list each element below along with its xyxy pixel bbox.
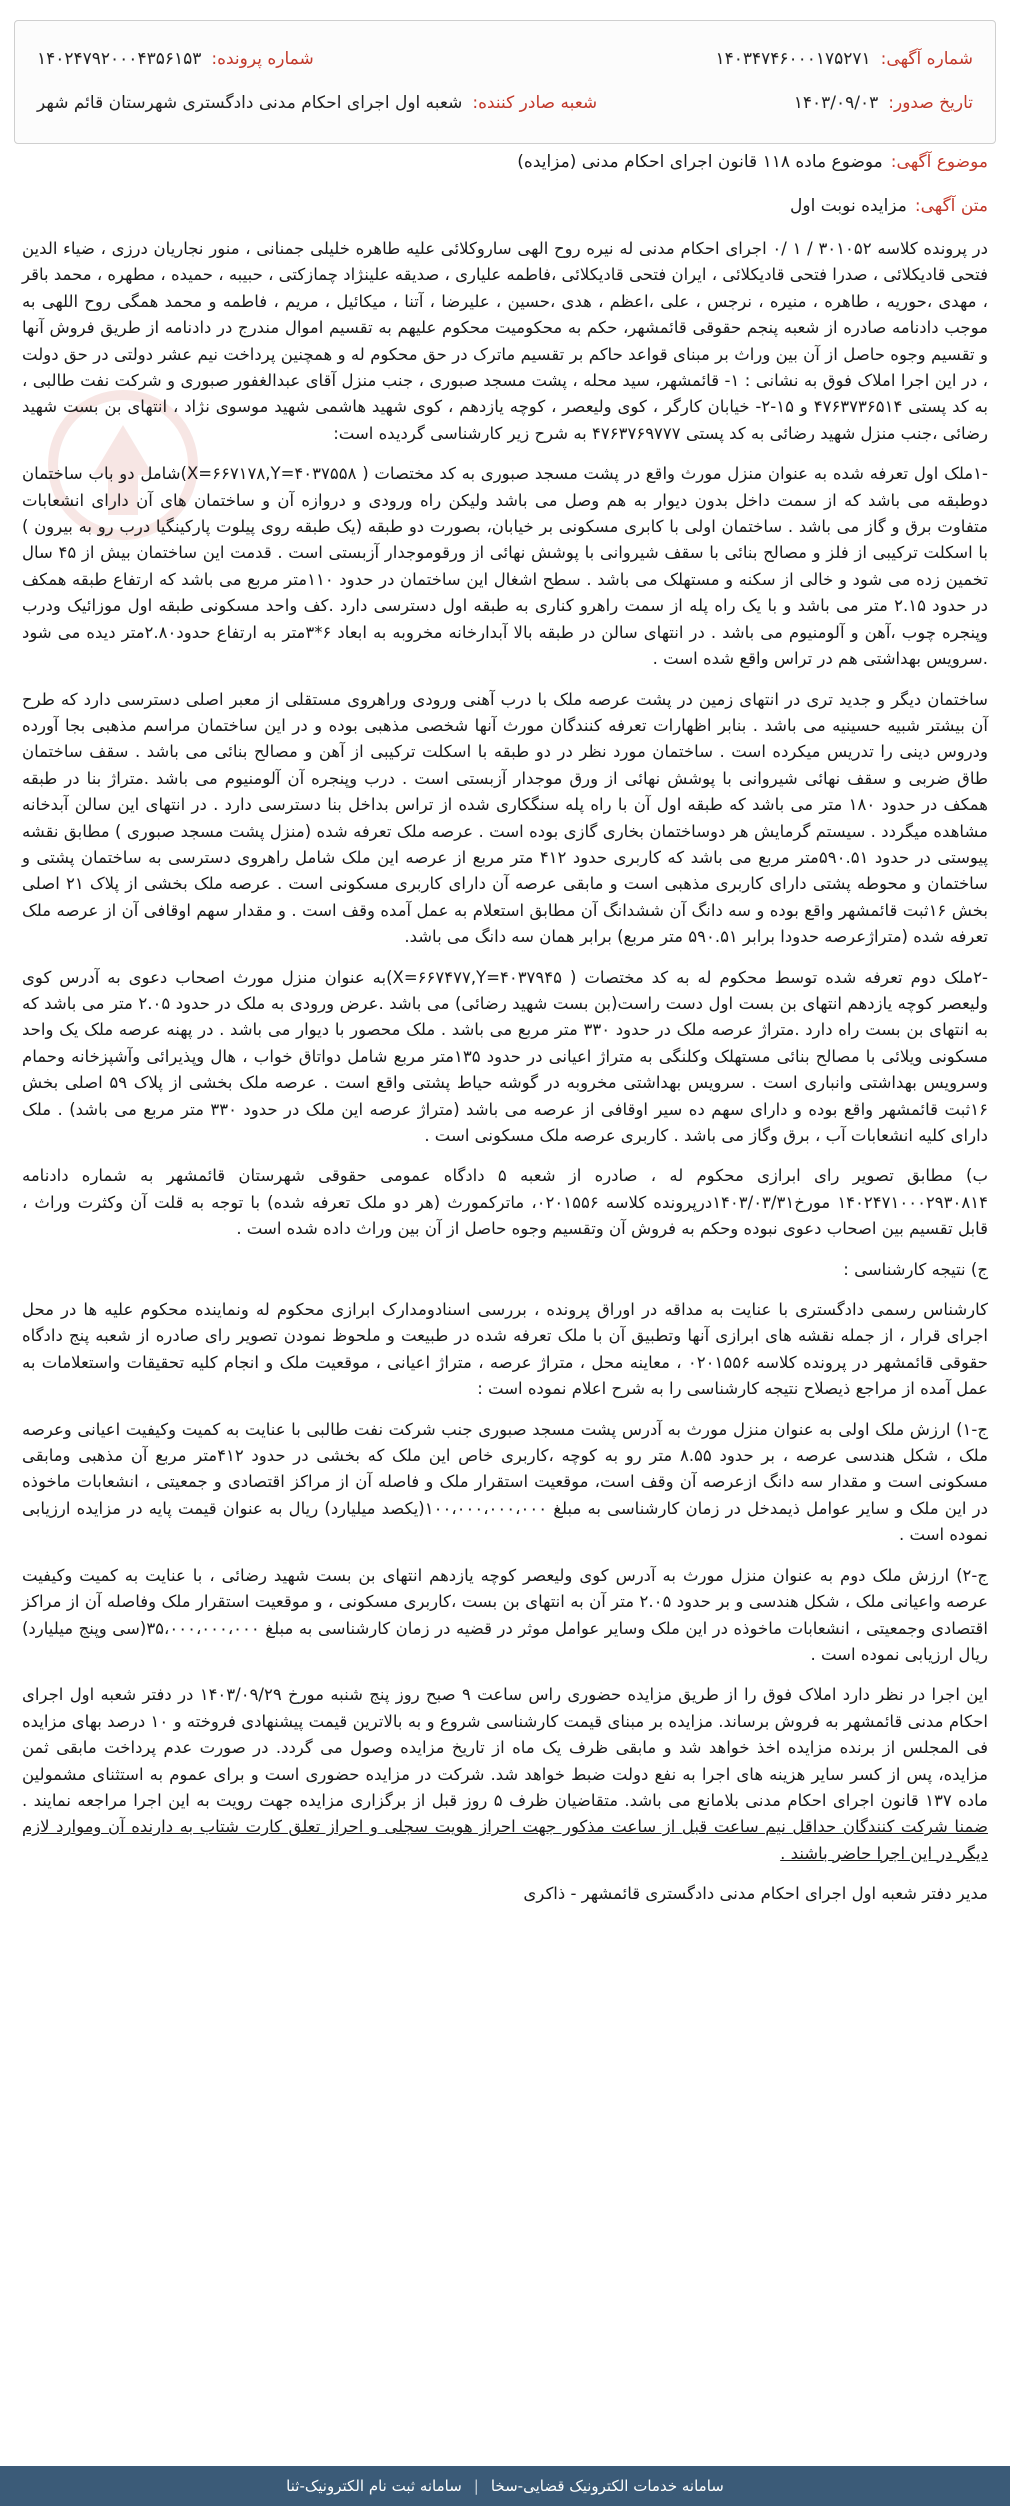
notice-text-title: مزایده نوبت اول (790, 196, 907, 216)
ad-number-value: ۱۴۰۳۴۷۴۶۰۰۰۱۷۵۲۷۱ (715, 49, 871, 69)
body-paragraph-valuation-2: ج-۲) ارزش ملک دوم به عنوان منزل مورث به آدرس کوی ولیعصر کوچه یازدهم انتهای بن بست شهید رضائی ، با عنایت به کمیت وکیفیت عرصه واعیانی ملک ، شکل هندسی و بر حدود ۲.۰۵ متر آن به انتهای بن بست ،کاربری مسکونی ، و موقعیت استقرار ملک وفاصله آن از مراکز اقتصادی وجمعیتی ، انشعابات ماخوذه در این ملک وسایر عوامل موثر در قضیه در زمان کارشناسی به مبلغ ۳۵،۰۰۰،۰۰۰،۰۰۰(سی وپنج میلیارد) ریال ارزیابی نموده است . (22, 1565, 989, 1664)
body-paragraph-valuation-1: ج-۱) ارزش ملک اولی به عنوان منزل مورث به آدرس پشت مسجد صبوری جنب شرکت نفت طالبی با عنایت به کمیت وکیفیت اعیانی وعرصه ملک ، شکل هندسی عرصه ، بر حدود ۸.۵۵ متر رو به کوچه ،کاربری خاص این ملک که بخشی در حدود ۴۱۲متر مربع آن مذهبی ومابقی مسکونی است و مقدار سه دانگ ازعرصه آن وقف است، موقعیت استقرار ملک و فاصله آن از مراکز اقتصادی و جمعیتی ، انشعابات ماخوذه در این ملک و سایر عوامل ذیمدخل در زمان کارشناسی به مبلغ ۱۰۰،۰۰۰،۰۰۰،۰۰۰(یکصد میلیارد) ریال به عنوان قیمت پایه در مزایده ارزیابی نموده است . (22, 1419, 989, 1545)
footer-bar (0, 2466, 1010, 2506)
subject-row (517, 152, 988, 172)
issue-date-label: تاریخ صدور: (888, 93, 973, 113)
subject-value: موضوع ماده ۱۱۸ قانون اجرای احکام مدنی (مزایده) (517, 152, 883, 172)
case-number-row (37, 49, 314, 69)
body-paragraph-expert-heading: ج) نتیجه کارشناسی : (843, 1259, 988, 1279)
issuer-label: شعبه صادر کننده: (472, 93, 598, 113)
issue-date-value: ۱۴۰۳/۰۹/۰۳ (793, 93, 879, 113)
ad-number-label: شماره آگهی: (880, 49, 973, 69)
body-paragraph-property-1: -۱ملک اول تعرفه شده به عنوان منزل مورث واقع در پشت مسجد صبوری به کد مختصات ( X=۶۶۷۱۷۸,Y=۴۰۳۷۵۵۸)شامل دو باب ساختمان دوطبقه می باشد که از سمت داخل بدون دیوار به هم وصل می باشد ولیکن راه ورودی و دروازه آن و ساختمان های آن دارای انشعابات متفاوت برق و گاز می باشد . ساختمان اولی با کابری مسکونی بر خیابان، بصورت دو طبقه (یک طبقه روی پیلوت پارکینگیا درب رو به بیرون ) با اسکلت ترکیبی از فلز و مصالح بنائی با سقف شیروانی با پوشش نهائی از ورقوموجدار آزبستی است . قدمت این ساختمان بیش از ۴۵ سال تخمین زده می شود و خالی از سکنه و مستهلک می باشد . سطح اشغال این ساختمان در حدود ۱۱۰متر مربع می باشد که ارتفاع طبقه همکف در حدود ۲.۱۵ متر می باشد و با یک راه پله از سمت راهرو کناری به طبقه اول دسترسی دارد .کف واحد مسکونی طبقه اول موزائیک ودرب وپنجره چوب ،آهن و آلومنیوم می باشد . در انتهای سالن در طبقه بالا آبدارخانه مخروبه به ابعاد ۶*۳متر به ارتفاع حدود۲.۸۰متر دیده می شود .سرویس بهداشتی هم در تراس واقع شده است . (22, 464, 988, 669)
subject-label: موضوع آگهی: (890, 152, 988, 172)
body-paragraph-auction-terms (22, 1682, 988, 1867)
footer-link-sakha[interactable]: سامانه خدمات الکترونیک قضایی-سخا (490, 2477, 724, 2495)
ad-number-row (715, 49, 973, 69)
notice-body (22, 236, 988, 1922)
notice-header (14, 20, 996, 144)
auction-attendance-note: ضمنا شرکت کنندگان حداقل نیم ساعت قبل از ساعت مذکور جهت احراز هویت سجلی و احراز تعلق کارت شتاب به دارنده آن وموارد لازم دیگر در این اجرا حاضر باشند . (22, 1817, 988, 1863)
issuer-value: شعبه اول اجرای احکام مدنی دادگستری شهرستان قائم شهر (37, 93, 463, 113)
footer-separator: | (473, 2477, 479, 2495)
footer-link-sana[interactable]: سامانه ثبت نام الکترونیک-ثنا (286, 2477, 462, 2495)
case-number-label: شماره پرونده: (211, 49, 314, 69)
body-paragraph-property-2: -۲ملک دوم تعرفه شده توسط محکوم له به کد مختصات ( X=۶۶۷۴۷۷,Y=۴۰۳۷۹۴۵)به عنوان منزل مورث اصحاب دعوی به آدرس کوی ولیعصر کوچه یازدهم انتهای بن بست اول دست راست(بن بست شهید رضائی) می باشد .عرض ورودی به ملک در حدود ۲.۰۵ متر می باشد که به انتهای بن بست راه دارد .متراژ عرصه ملک در حدود ۳۳۰ متر مربع می باشد . ملک محصور با دیوار می باشد . در پهنه عرصه ملک یک واحد مسکونی ویلائی با مصالح بنائی مستهلک وکلنگی به متراژ اعیانی در حدود ۱۳۵متر مربع شامل دواتاق خواب ، هال وپذیرائی وآشپزخانه وحمام وسرویس بهداشتی وانباری است . سرویس بهداشتی مخروبه در گوشه حیاط پشتی واقع است . عرصه ملک بخشی از پلاک ۵۹ اصلی بخش ۱۶ثبت قائمشهر واقع بوده و دارای سهم ده سیر اوقافی از عرصه می باشد (متراژ عرصه این ملک در حدود ۳۳۰ متر مربع می باشد) . ملک دارای کلیه انشعابات آب ، برق وگاز می باشد . کاربری عرصه ملک مسکونی است . (22, 967, 989, 1145)
case-number-value: ۱۴۰۲۴۷۹۲۰۰۰۴۳۵۶۱۵۳ (37, 49, 202, 69)
signature: مدیر دفتر شعبه اول اجرای احکام مدنی دادگستری قائمشهر - ذاکری (523, 1884, 988, 1904)
notice-text-label: متن آگهی: (914, 196, 988, 216)
body-paragraph-court-ruling: ب) مطابق تصویر رای ابرازی محکوم له ، صادره از شعبه ۵ دادگاه عمومی حقوقی شهرستان قائمشهر به شماره دادنامه ۱۴۰۲۴۷۱۰۰۰۲۹۳۰۸۱۴ مورخ۱۴۰۳/۰۳/۳۱درپرونده کلاسه ۰۲۰۱۵۵۶، ماترکمورث (هر دو ملک تعرفه شده) با توجه به قلت آن وکثرت وراث ، قابل تقسیم بین اصحاب دعوی نبوده وحکم به فروش آن وتقسیم وجوه حاصل از آن بین وراث داده شده است . (22, 1166, 988, 1239)
body-paragraph-intro: در پرونده کلاسه ۳۰۱۰۵۲ / ۱ /۰ اجرای احکام مدنی له نیره روح الهی ساروکلائی علیه طاهره خلیلی جمنانی ، منور نجاریان درزی ، ضیاء الدین فتحی قادیکلائی ، صدرا فتحی قادیکلائی ، ایران فتحی قادیکلائی ،فاطمه علیاری ، صدیقه علینژاد چمازکتی ، حبیبه ، حمیده ، مطهره ، محمد باقر ، مهدی ،حوریه ، طاهره ، منیره ، نرجس ، علی ،اعظم ، هدی ،حسین ، علیرضا ، آتنا ، میکائیل ، مریم ، فاطمه و محمد همگی روح اللهی به موجب دادنامه صادره از شعبه پنجم حقوقی قائمشهر، حکم به محکومیت محکوم علیهم به تقسیم اموال مندرج در دادنامه از طریق فروش آنها و تقسیم وجوه حاصل از آن بین وراث بر مبنای قواعد حاکم بر تقسیم ماترک در حق محکوم له و همچنین پرداخت نیم عشر دولتی در حق دولت ، در این اجرا املاک فوق به نشانی : ۱- قائمشهر، سید محله ، پشت مسجد صبوری ، جنب منزل آقای عبدالغفور صبوری و شرکت نفت طالبی ، به کد پستی ۴۷۶۳۷۳۶۵۱۴ و ۱۵-۲- خیابان کارگر ، کوی ولیعصر ، کوچه یازدهم ، کوی شهید هاشمی شهید موسوی نژاد ، انتهای بن بست شهید رضائی ،جنب منزل شهید رضائی به کد پستی ۴۷۶۳۷۶۹۷۷۷ به شرح زیر کارشناسی گردیده است: (22, 239, 988, 443)
body-paragraph-expert-report: کارشناس رسمی دادگستری با عنایت به مداقه در اوراق پرونده ، بررسی اسنادومدارک ابرازی محکوم له ونماینده محکوم علیه ها در محل اجرای قرار ، از جمله نقشه های ابرازی آنها وتطبیق آن با ملک تعرفه شده در طبیعت و ملحوظ نمودن تصویر رای صادره از شعبه پنج دادگاه حقوقی قائمشهر در پرونده کلاسه ۰۲۰۱۵۵۶ ، معاینه محل ، متراژ عرصه ، متراژ اعیانی ، موقعیت ملک و انجام کلیه تحقیقات واستعلامات به عمل آمده از مراجع ذیصلاح نتیجه کارشناسی را به شرح اعلام نموده است : (22, 1300, 988, 1399)
auction-terms-text: این اجرا در نظر دارد املاک فوق را از طریق مزایده حضوری راس ساعت ۹ صبح روز پنج شنبه مورخ ۱۴۰۳/۰۹/۲۹ در دفتر شعبه اول اجرای احکام مدنی قائمشهر به فروش برساند. مزایده بر مبنای قیمت کارشناسی شروع و به بالاترین قیمت پیشنهادی فروخته و ۱۰ درصد بهای مزایده فی المجلس از برنده مزایده اخذ خواهد شد و مابقی ظرف یک ماه از تاریخ مزایده وصول می گردد. در صورت عدم پرداخت مابقی ثمن مزایده، پس از کسر سایر هزینه های اجرا به نفع دولت ضبط خواهد شد. شرکت در مزایده حضوری است و برای عموم به استثنای مشمولین ماده ۱۳۷ قانون اجرای احکام مدنی بلامانع می باشد. متقاضیان ظرف ۵ روز قبل از برگزاری مزایده جهت رویت به این اجرا مراجعه نمایند . (22, 1685, 988, 1810)
notice-text-row (790, 196, 988, 216)
issue-date-row (794, 93, 973, 113)
issuer-row (37, 93, 597, 113)
body-paragraph-property-1-building-2: ساختمان دیگر و جدید تری در انتهای زمین در پشت عرصه ملک با درب آهنی ورودی وراهروی مستقلی از معبر اصلی دسترسی دارد که طرح آن بیشتر شبیه حسینیه می باشد . بنابر اظهارات تعرفه کنندگان مورث آنها شخصی مذهبی بوده و در این ساختمان مراسم مذهبی بجا آورده ودروس دینی را تدریس میکرده است . ساختمان مورد نظر در دو طبقه با اسکلت ترکیبی از آهن و مصالح بنائی می باشد . سقف ساختمان طاق ضربی و سقف نهائی شیروانی با پوشش نهائی از ورق موجدار آزبستی است . درب وپنجره آن آلومنیوم می باشد .متراژ بنا در طبقه همکف در حدود ۱۸۰ متر می باشد که طبقه اول آن با راه پله سنگکاری شده از تراس بداخل بنا دسترسی دارد . در انتهای این سالن آبدخانه مشاهده میگردد . سیستم گرمایش هر دوساختمان بخاری گازی بوده است . عرصه ملک تعرفه شده (منزل پشت مسجد صبوری ) مطابق نقشه پیوستی در حدود ۵۹۰.۵۱متر مربع می باشد که کاربری حدود ۴۱۲ متر مربع از عرصه این ملک شامل راهروی دسترسی به ساختمان پشتی و ساختمان و محوطه پشتی دارای کاربری مذهبی است و مابقی عرصه آن دارای کاربری مسکونی است . عرصه ملک بخشی از پلاک ۲۱ اصلی بخش ۱۶ثبت قائمشهر واقع بوده و سه دانگ آن ششدانگ آن مطابق استعلام به عمل آمده وقف است . و مقدار سهم اوقافی آن از عرصه ملک تعرفه شده (متراژعرصه حدودا برابر ۵۹۰.۵۱ متر مربع) برابر همان سه دانگ می باشد. (22, 689, 988, 947)
